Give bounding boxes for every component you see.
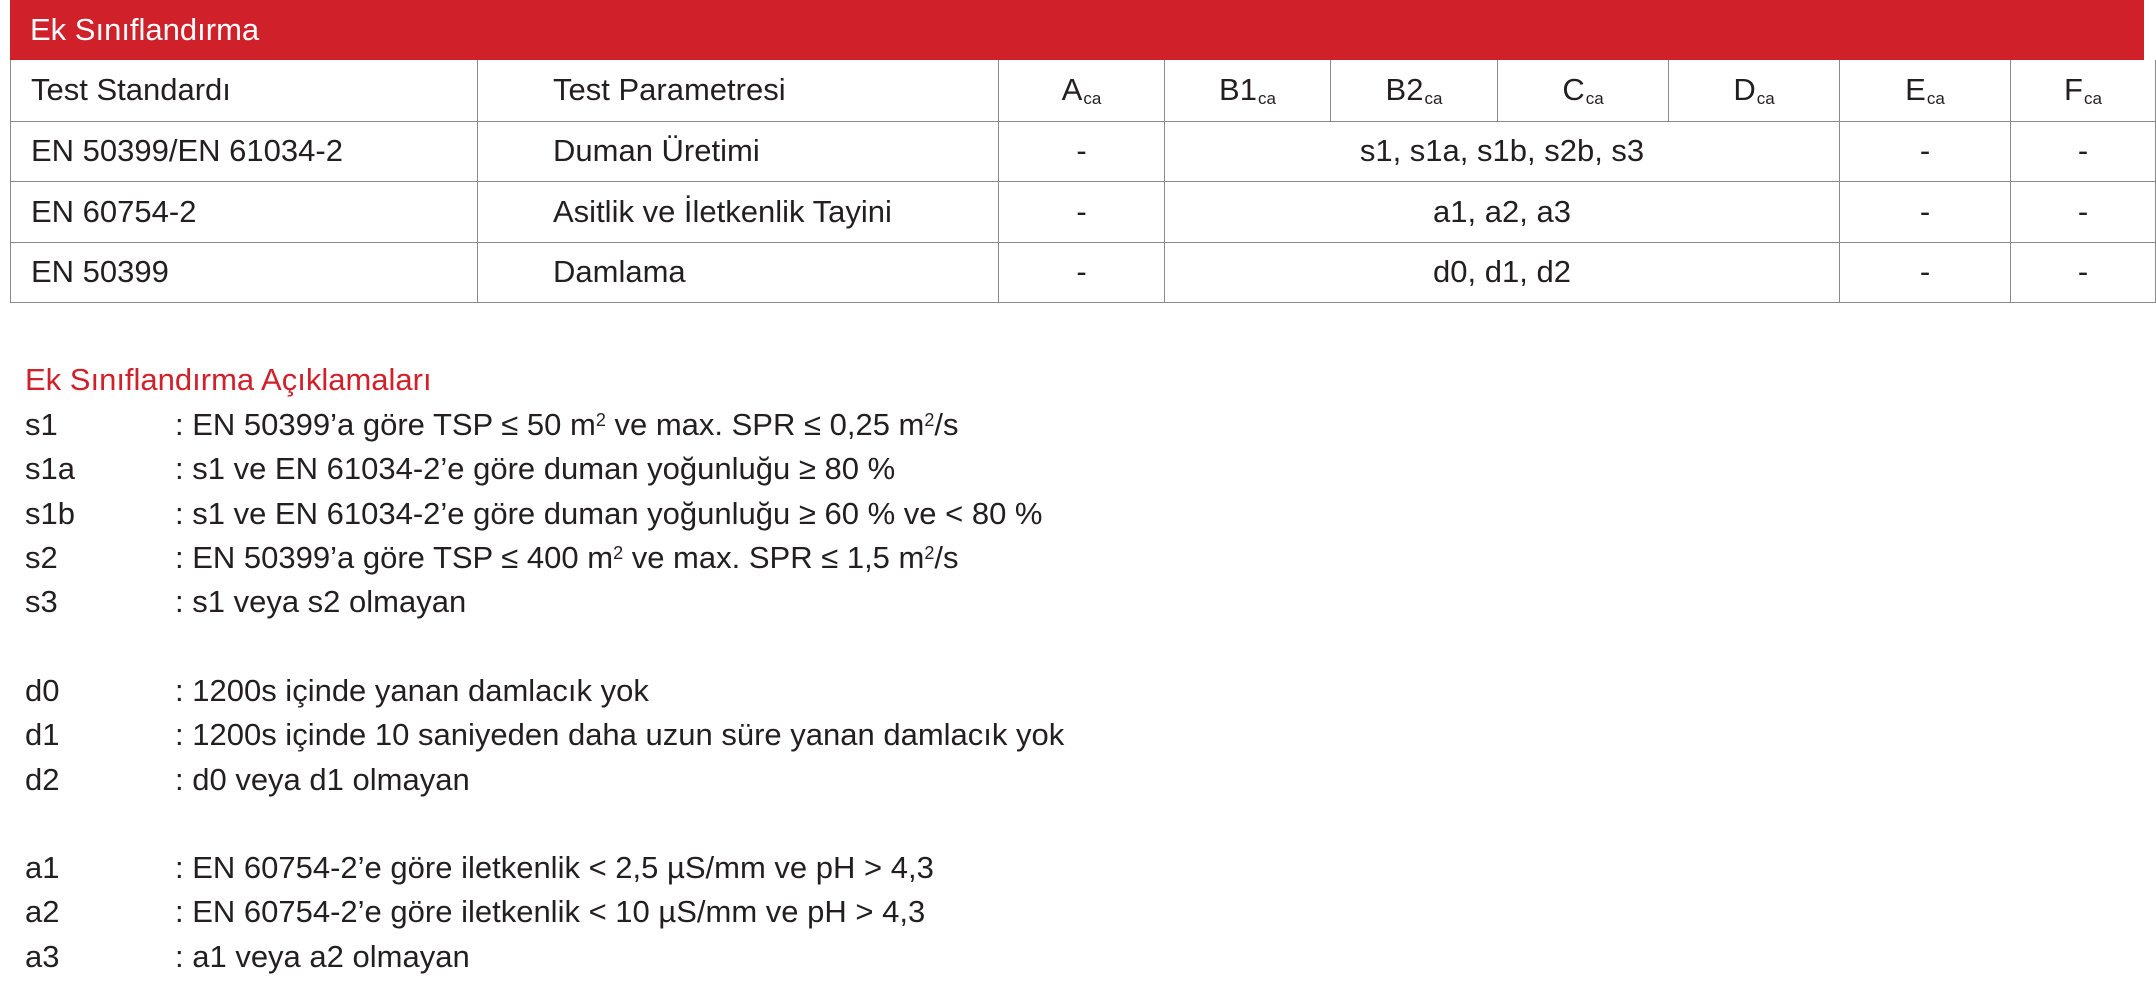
cell-class-f: - [2011, 182, 2156, 242]
note-item-s1 [25, 403, 1064, 447]
note-text: : 1200s içinde yanan damlacık yok [175, 672, 649, 708]
spacer [25, 624, 1064, 668]
note-item-s2 [25, 536, 1064, 580]
header-class-a: $A_{ca}$ [999, 60, 1165, 121]
note-item-a2 [25, 890, 1064, 934]
header-test-parameter: Test Parametresi [478, 60, 999, 121]
header-class-b2: $B2_{ca}$ [1331, 60, 1498, 121]
note-text: : a1 veya a2 olmayan [175, 938, 470, 974]
note-item-s3 [25, 580, 1064, 624]
cell-class-a: - [999, 121, 1165, 181]
header-class-d: $D_{ca}$ [1669, 60, 1840, 121]
cell-class-b1-to-d: s1, s1a, s1b, s2b, s3 [1165, 121, 1840, 181]
cell-parameter: Asitlik ve İletkenlik Tayini [478, 182, 999, 242]
note-code: a3 [25, 938, 60, 974]
note-item-d2 [25, 757, 1064, 801]
cell-class-f: - [2011, 242, 2156, 302]
table-row [11, 182, 2156, 242]
section-header [10, 0, 2144, 60]
table-header-row [11, 60, 2156, 121]
note-code: s1a [25, 451, 75, 487]
note-item-a1 [25, 846, 1064, 890]
cell-standard: EN 60754-2 [11, 182, 478, 242]
cell-class-e: - [1840, 182, 2011, 242]
cell-class-e: - [1840, 121, 2011, 181]
note-text: : EN 60754-2’e göre iletkenlik < 10 µS/mm ve pH > 4,3 [175, 894, 926, 930]
note-code: d2 [25, 761, 60, 797]
cell-parameter: Duman Üretimi [478, 121, 999, 181]
note-item-a3 [25, 935, 1064, 979]
note-item-s1b [25, 492, 1064, 536]
cell-class-b1-to-d: a1, a2, a3 [1165, 182, 1840, 242]
note-code: d0 [25, 672, 60, 708]
note-code: s3 [25, 584, 58, 620]
note-code: d1 [25, 717, 60, 753]
note-text: : EN 50399’a göre TSP ≤ 50 $m^2$ ve max. SPR ≤ 0,25 $m^2/s$ [175, 407, 959, 443]
note-code: a1 [25, 850, 60, 886]
note-text: : s1 ve EN 61034-2’e göre duman yoğunluğu ≥ 60 % ve < 80 % [175, 495, 1043, 531]
note-text: : 1200s içinde 10 saniyeden daha uzun süre yanan damlacık yok [175, 717, 1065, 753]
note-text: : s1 ve EN 61034-2’e göre duman yoğunluğu ≥ 80 % [175, 451, 896, 487]
header-test-standard: Test Standardı [11, 60, 478, 121]
cell-class-a: - [999, 182, 1165, 242]
note-code: s2 [25, 540, 58, 576]
note-code: s1b [25, 495, 75, 531]
notes-list [25, 403, 1064, 979]
table-row [11, 242, 2156, 302]
cell-class-a: - [999, 242, 1165, 302]
header-class-b1: $B1_{ca}$ [1165, 60, 1331, 121]
cell-class-e: - [1840, 242, 2011, 302]
cell-class-f: - [2011, 121, 2156, 181]
cell-parameter: Damlama [478, 242, 999, 302]
cell-standard: EN 50399 [11, 242, 478, 302]
note-text: : EN 50399’a göre TSP ≤ 400 $m^2$ ve max. SPR ≤ 1,5 $m^2/s$ [175, 540, 959, 576]
note-code: s1 [25, 407, 58, 443]
header-class-f: $F_{ca}$ [2011, 60, 2156, 121]
note-text: : d0 veya d1 olmayan [175, 761, 470, 797]
note-code: a2 [25, 894, 60, 930]
section-title: Ek Sınıflandırma [30, 12, 260, 47]
classification-table [10, 60, 2156, 303]
header-class-e: $E_{ca}$ [1840, 60, 2011, 121]
cell-standard: EN 50399/EN 61034-2 [11, 121, 478, 181]
notes-title: Ek Sınıflandırma Açıklamaları [25, 362, 432, 397]
table-row [11, 121, 2156, 181]
cell-class-b1-to-d: d0, d1, d2 [1165, 242, 1840, 302]
note-item-d1 [25, 713, 1064, 757]
header-class-c: $C_{ca}$ [1498, 60, 1669, 121]
note-text: : s1 veya s2 olmayan [175, 584, 467, 620]
spacer [25, 802, 1064, 846]
note-text: : EN 60754-2’e göre iletkenlik < 2,5 µS/mm ve pH > 4,3 [175, 850, 934, 886]
note-item-s1a [25, 447, 1064, 491]
note-item-d0 [25, 669, 1064, 713]
